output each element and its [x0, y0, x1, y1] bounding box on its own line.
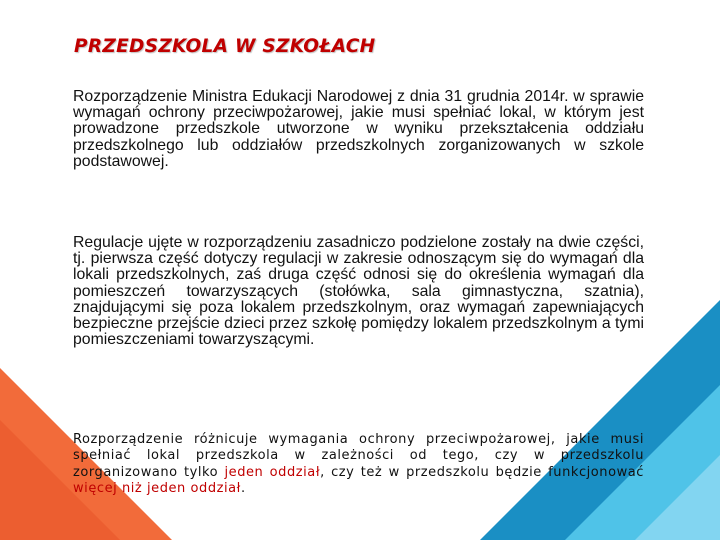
highlight-more-units: więcej niż jeden oddział	[73, 480, 241, 496]
paragraph-regulation-scope: Regulacje ujęte w rozporządzeniu zasadniczo podzielone zostały na dwie części, tj. pierwsza część dotyczy regulacji w zakresie odnoszącym się do wymagań dla lokali przedszkolnych, zaś druga część odnosi się do określenia wymagań dla pomieszczeń towarzyszących (stołówka, sala gimnastyczna, szatnia), znajdującymi się poza lokalem przedszkolnym, oraz wymagań zapewniających bezpieczne przejście dzieci przez szkołę pomiędzy lokalem przedszkolnym a tymi pomieszczeniami towarzyszącymi.	[73, 234, 644, 349]
slide-title: PRZEDSZKOLA W SZKOŁACH	[74, 36, 376, 57]
paragraph3-text-3: .	[240, 480, 246, 496]
highlight-one-unit: jeden oddział	[224, 464, 321, 480]
paragraph3-text-2: , czy też w przedszkolu będzie funkcjonować	[320, 464, 645, 480]
paragraph3-text-1: Rozporządzenie różnicuje wymagania ochrony przeciwpożarowej, jakie musi spełniać lokal przedszkola w zależności od tego, czy w przedszkolu zorganizowano tylko	[73, 432, 644, 480]
paragraph-regulation-intro: Rozporządzenie Ministra Edukacji Narodowej z dnia 31 grudnia 2014r. w sprawie wymagań ochrony przeciwpożarowej, jakie musi spełniać lokal, w którym jest prowadzone przedszkole utworzone w wyniku przekształcenia oddziału przedszkolnego lub oddziałów przedszkolnych zorganizowanych w szkole podstawowej.	[73, 88, 644, 170]
paragraph-regulation-differentiation	[73, 432, 644, 497]
